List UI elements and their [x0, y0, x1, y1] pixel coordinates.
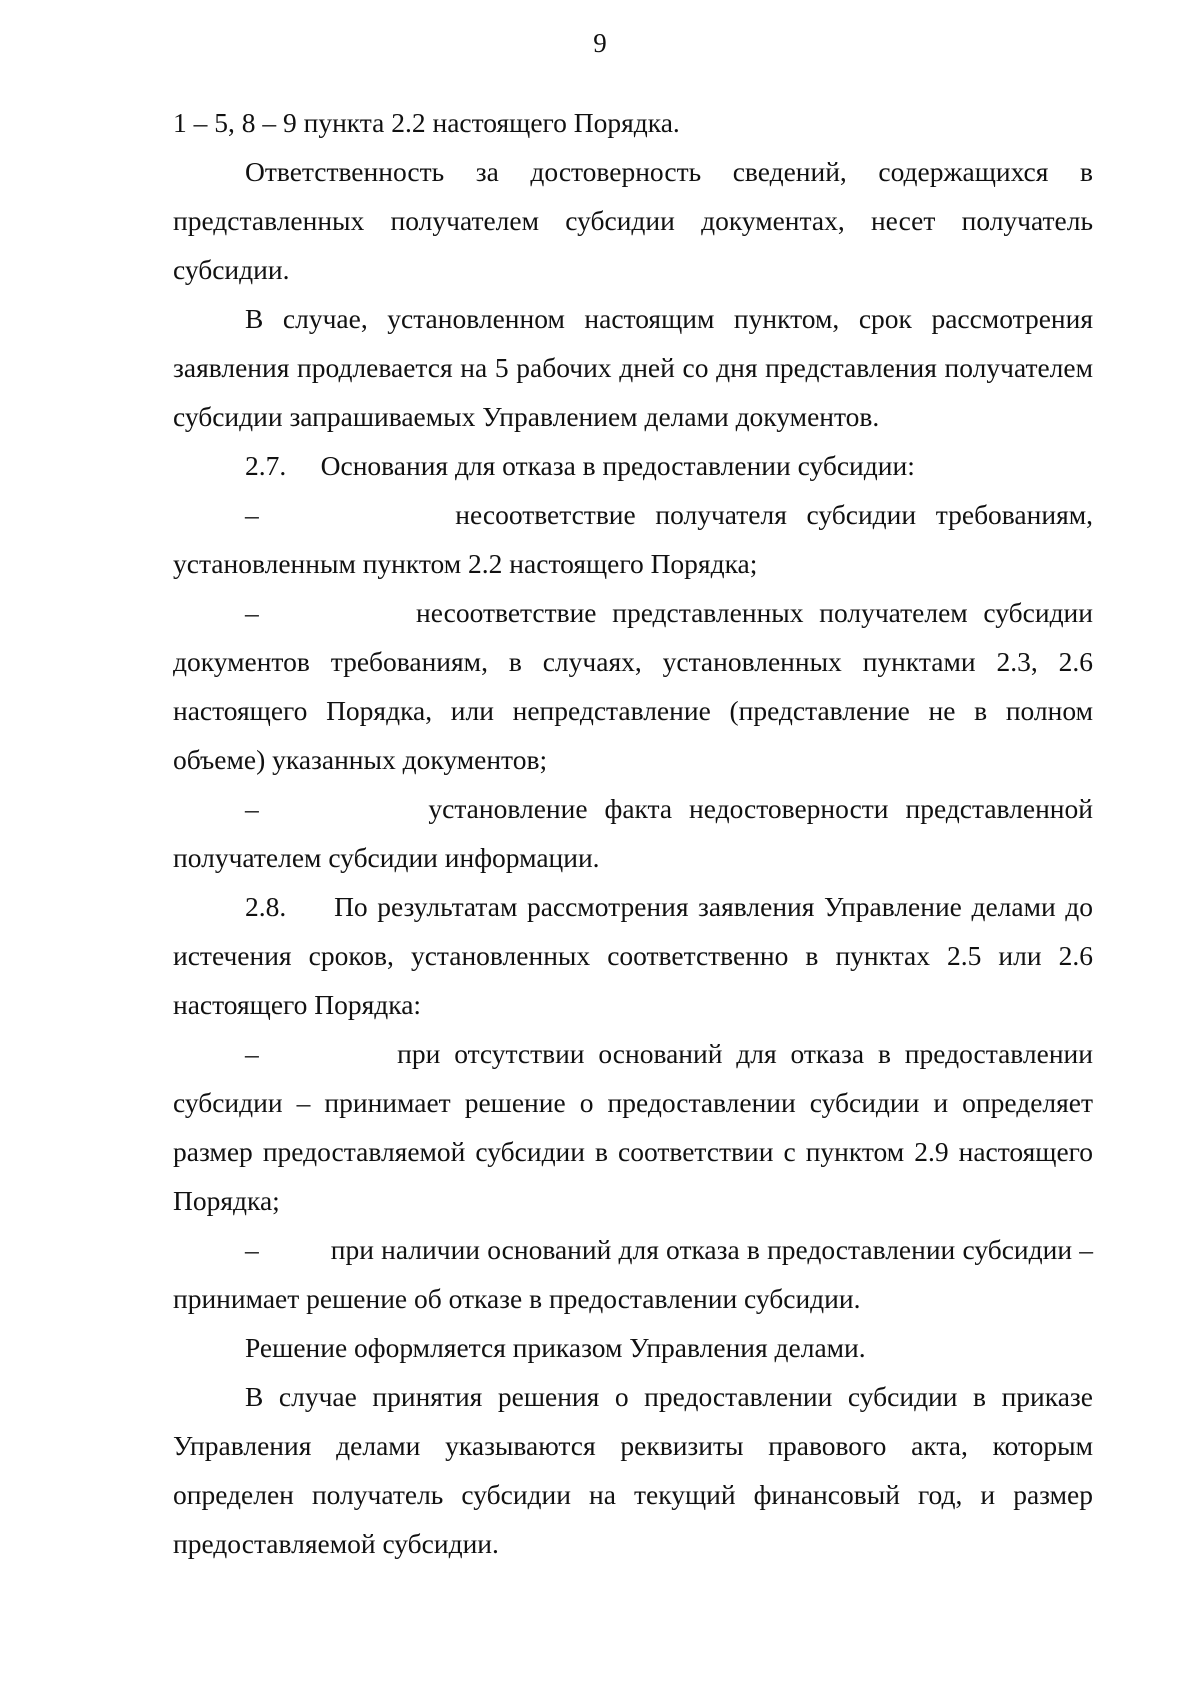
list-item-refusal-3: – установление факта недостоверности представленной получателем субсидии информации.: [173, 793, 1100, 873]
clause-2-7-heading: 2.7. Основания для отказа в предоставлении субсидии:: [245, 450, 915, 481]
list-item-refusal-2: – несоответствие представленных получателем субсидии документов требованиям, в случаях, установленных пунктами 2.3, 2.6 настоящего Порядка, или непредставление (представление не в полном объеме) указанных документов;: [173, 597, 1100, 775]
paragraph-continuation: 1 – 5, 8 – 9 пункта 2.2 настоящего Порядка.: [173, 107, 680, 138]
list-item-decision-1: – при отсутствии оснований для отказа в предоставлении субсидии – принимает решение о предоставлении субсидии и определяет размер предоставляемой субсидии в соответствии с пунктом 2.9 настоящего Порядка;: [173, 1038, 1100, 1216]
page-number: 9: [593, 28, 607, 58]
paragraph-order: Решение оформляется приказом Управления делами.: [245, 1332, 866, 1363]
list-item-decision-2: – при наличии оснований для отказа в предоставлении субсидии – принимает решение об отказе в предоставлении субсидии.: [173, 1234, 1100, 1314]
paragraph-order-details: В случае принятия решения о предоставлении субсидии в приказе Управления делами указываются реквизиты правового акта, которым определен получатель субсидии на текущий финансовый год, и размер предоставляемой субсидии.: [173, 1381, 1093, 1559]
document-body: [173, 98, 1100, 1568]
list-item-refusal-1: – несоответствие получателя субсидии требованиям, установленным пунктом 2.2 настоящего Порядка;: [173, 499, 1100, 579]
paragraph-review-extension: В случае, установленном настоящим пунктом, срок рассмотрения заявления продлевается на 5 рабочих дней со дня представления получателем субсидии запрашиваемых Управлением делами документов.: [173, 303, 1093, 432]
paragraph-responsibility: Ответственность за достоверность сведений, содержащихся в представленных получателем субсидии документах, несет получатель субсидии.: [173, 156, 1093, 285]
clause-2-8-heading: 2.8. По результатам рассмотрения заявления Управление делами до истечения сроков, установленных соответственно в пунктах 2.5 или 2.6 настоящего Порядка:: [173, 891, 1100, 1020]
